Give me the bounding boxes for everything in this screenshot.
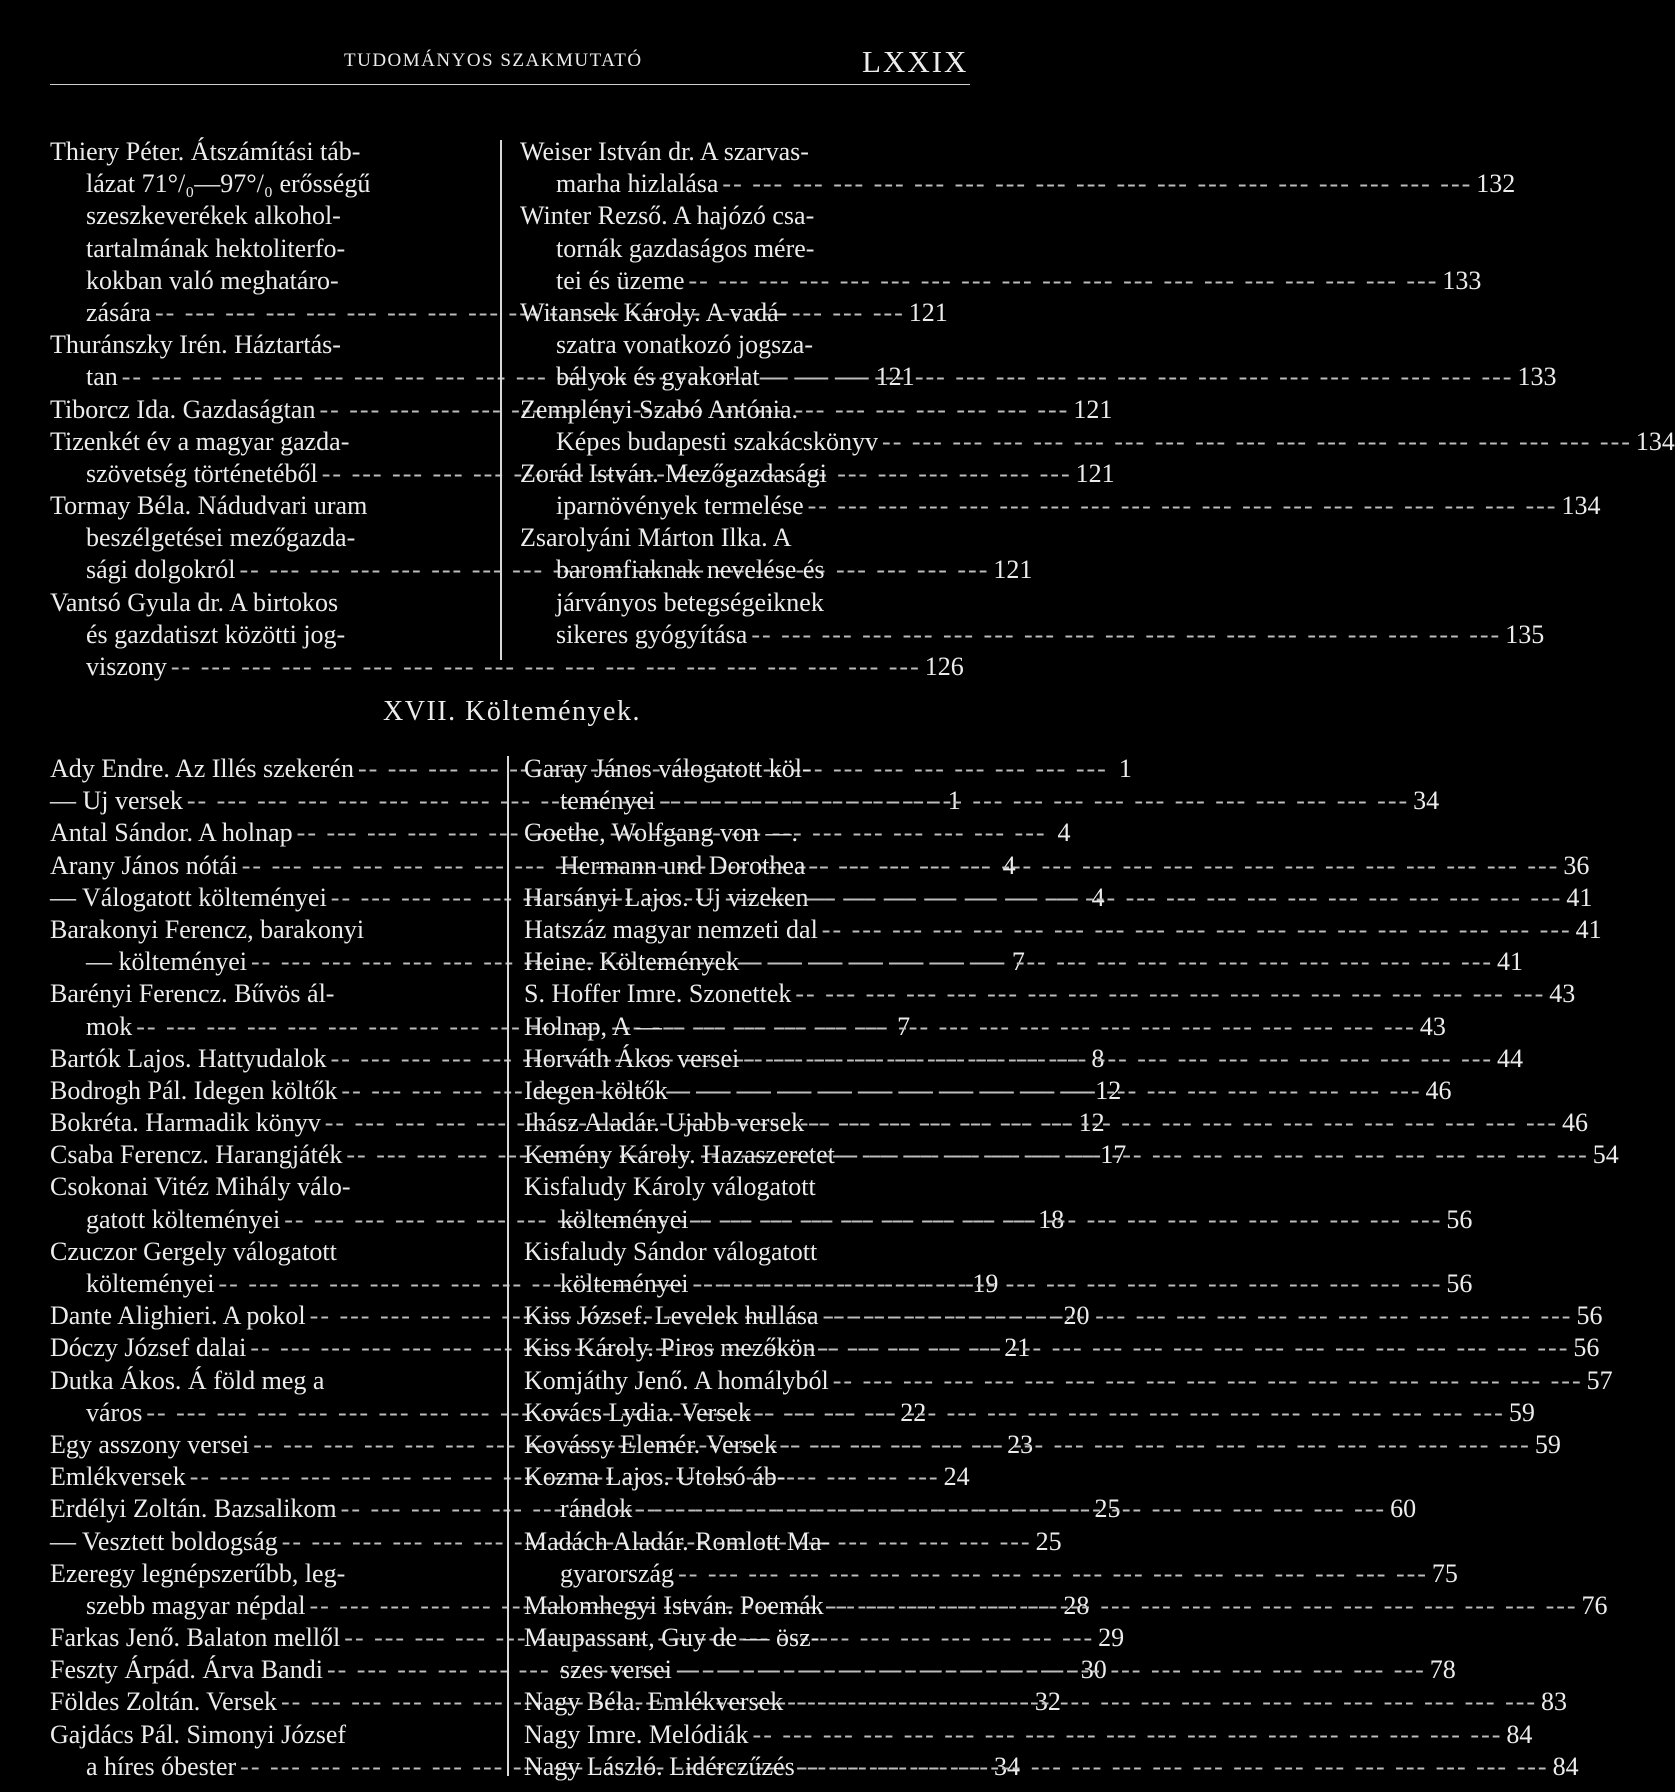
- entry-line: [524, 1526, 976, 1558]
- entry-text: beszélgetései mezőgazda-: [86, 523, 356, 553]
- column-divider-top: [500, 140, 502, 660]
- entry-line: [524, 1461, 976, 1493]
- entry-page-number: 41: [1497, 947, 1524, 977]
- entry-text: járványos betegségeiknek: [556, 587, 824, 617]
- column-divider-bottom: [507, 756, 509, 1776]
- entry-page-number: 43: [1549, 979, 1576, 1009]
- entry-page-number: 18: [1038, 1204, 1065, 1234]
- entry-text: Zorád István. Mezőgazdasági: [520, 458, 827, 488]
- entry-text: Tormay Béla. Nádudvari uram: [50, 491, 368, 521]
- entry-text: Gajdács Pál. Simonyi József: [50, 1719, 347, 1749]
- page-number: LXXIX: [862, 44, 969, 79]
- index-entry: [524, 817, 1590, 881]
- entry-line: [520, 458, 976, 490]
- entry-page-number: 20: [1063, 1301, 1090, 1331]
- entry-text: Maupassant, Guy de — ösz-: [524, 1623, 820, 1653]
- dot-leader: [824, 1590, 1582, 1622]
- entry-text: Csaba Ferencz. Harangjáték: [50, 1140, 343, 1170]
- entry-text: bályok és gyakorlat: [556, 362, 760, 392]
- entry-line: [50, 619, 476, 651]
- entry-line: [524, 946, 1524, 978]
- entry-text: tartalmának hektoliterfo-: [86, 233, 346, 263]
- entry-text: Kisfaludy Károly válogatott: [524, 1172, 816, 1202]
- entry-text: Zsarolyáni Márton Ilka. A: [520, 523, 792, 553]
- entry-page-number: 4: [1091, 882, 1105, 912]
- entry-page-number: 23: [1007, 1429, 1034, 1459]
- entry-page-number: 21: [1004, 1333, 1031, 1363]
- entry-page-number: 46: [1425, 1075, 1452, 1105]
- entry-line: [524, 882, 1593, 914]
- index-entry: [520, 297, 1557, 394]
- entry-text: mok: [86, 1011, 133, 1041]
- entry-page-number: 7: [897, 1011, 911, 1041]
- entry-text: S. Hoffer Imre. Szonettek: [524, 979, 792, 1009]
- dot-leader: [674, 1558, 1432, 1590]
- dot-leader: [662, 1011, 1420, 1043]
- entry-text: Madách Aladár. Romlott Ma-: [524, 1526, 831, 1556]
- dot-leader: [751, 1397, 1509, 1429]
- entry-line: [50, 329, 476, 361]
- entry-line: [50, 265, 476, 297]
- entry-page-number: 132: [1476, 169, 1516, 199]
- dot-leader: [835, 1139, 1593, 1171]
- entry-line: [520, 297, 976, 329]
- entry-text: Csokonai Vitéz Mihály válo-: [50, 1172, 351, 1202]
- entry-line: [524, 817, 976, 849]
- entry-line: [524, 1236, 976, 1268]
- entry-text: Dóczy József dalai: [50, 1333, 247, 1363]
- entry-text: Winter Rezső. A hajózó csa-: [520, 201, 815, 231]
- dot-leader: [685, 265, 1443, 297]
- entry-text: Idegen költők: [524, 1075, 668, 1105]
- entry-text: költeményei: [560, 1204, 689, 1234]
- entry-page-number: 12: [1078, 1108, 1105, 1138]
- entry-page-number: 56: [1576, 1301, 1603, 1331]
- entry-text: Bartók Lajos. Hattyudalok: [50, 1043, 327, 1073]
- entry-page-number: 44: [1497, 1043, 1524, 1073]
- section-heading: XVII. Költemények.: [383, 696, 641, 727]
- entry-text: Nagy Béla. Emlékversek: [524, 1687, 784, 1717]
- running-title: TUDOMÁNYOS SZAKMUTATÓ: [344, 50, 643, 71]
- entry-line: [524, 978, 1576, 1010]
- entry-text: Barakonyi Ferencz, barakonyi: [50, 914, 365, 944]
- entry-text: sikeres gyógyítása: [556, 619, 748, 649]
- entry-text: Barényi Ferencz. Bűvös ál-: [50, 979, 335, 1009]
- entry-page-number: 36: [1563, 850, 1590, 880]
- entry-page-number: 12: [1095, 1075, 1122, 1105]
- dot-leader: [689, 1204, 1447, 1236]
- entry-page-number: 78: [1429, 1655, 1456, 1685]
- dot-leader: [777, 1429, 1535, 1461]
- index-entry: [520, 136, 1516, 200]
- entry-page-number: 56: [1446, 1204, 1473, 1234]
- entry-page-number: 59: [1508, 1397, 1535, 1427]
- entry-line: [50, 1365, 486, 1397]
- index-entry: [524, 1719, 1533, 1751]
- entry-text: Dutka Ákos. Á föld meg a: [50, 1365, 325, 1395]
- entry-line: [524, 1397, 1535, 1429]
- entry-text: szes versei: [560, 1655, 672, 1685]
- entry-line: [520, 361, 1557, 393]
- entry-page-number: 4: [1057, 818, 1071, 848]
- entry-page-number: 30: [1080, 1655, 1107, 1685]
- entry-line: [50, 1075, 1122, 1107]
- entry-page-number: 1: [947, 786, 961, 816]
- entry-text: Bokréta. Harmadik könyv: [50, 1108, 321, 1138]
- entry-line: [524, 1622, 976, 1654]
- entry-page-number: 29: [1098, 1623, 1125, 1653]
- dot-leader: [739, 946, 1497, 978]
- entry-page-number: 135: [1505, 619, 1545, 649]
- entry-text: tornák gazdaságos mére-: [556, 233, 815, 263]
- entry-text: Zemplényi Szabó Antónia.: [520, 394, 799, 424]
- entry-text: Thiery Péter. Átszámítási táb-: [50, 137, 361, 166]
- entry-page-number: 59: [1534, 1429, 1561, 1459]
- entry-line: [524, 850, 1590, 882]
- entry-text: gyarország: [560, 1558, 675, 1588]
- entry-line: [50, 651, 964, 683]
- entry-page-number: 17: [1100, 1140, 1127, 1170]
- entry-text: Farkas Jenő. Balaton mellől: [50, 1623, 341, 1653]
- entry-page-number: 34: [1413, 786, 1440, 816]
- entry-text: a híres óbester: [86, 1751, 237, 1781]
- entry-text: Horváth Ákos versei: [524, 1043, 740, 1073]
- entry-line: [50, 1719, 486, 1751]
- entry-text: Ady Endre. Az Illés szekerén: [50, 754, 354, 783]
- entry-page-number: 76: [1581, 1590, 1608, 1620]
- dot-leader: [749, 1719, 1507, 1751]
- entry-line: [520, 136, 976, 168]
- entry-page-number: 56: [1446, 1269, 1473, 1298]
- entry-text: szeszkeverékek alkohol-: [86, 201, 341, 231]
- entry-page-number: 75: [1431, 1558, 1458, 1588]
- entry-line: [520, 587, 976, 619]
- header-rule: [50, 84, 970, 85]
- page-header: [0, 44, 1024, 84]
- entry-page-number: 19: [972, 1269, 999, 1298]
- index-entry: [524, 914, 1602, 946]
- entry-line: [50, 136, 476, 168]
- entry-text: Bodrogh Pál. Idegen költők: [50, 1075, 338, 1105]
- entry-page-number: 83: [1541, 1687, 1568, 1717]
- entry-line: [50, 233, 476, 265]
- entry-page-number: 28: [1063, 1590, 1090, 1620]
- entry-text: Komjáthy Jenő. A homályból: [524, 1365, 829, 1395]
- entry-text: tan: [86, 362, 118, 392]
- entry-line: [50, 914, 486, 946]
- entry-line: [524, 1719, 1533, 1751]
- dot-leader: [816, 1332, 1574, 1364]
- entry-text: Tiborcz Ida. Gazdaságtan: [50, 394, 316, 424]
- index-entry: [524, 1397, 1535, 1429]
- entry-text: — Vesztett boldogság: [50, 1526, 278, 1556]
- dot-leader: [632, 1493, 1390, 1525]
- entry-page-number: 133: [1517, 362, 1557, 392]
- entry-text: rándok: [560, 1494, 633, 1524]
- dot-leader: [760, 361, 1518, 393]
- entry-line: [520, 426, 1675, 458]
- entry-page-number: 121: [1073, 394, 1113, 424]
- entry-text: Vantsó Gyula dr. A birtokos: [50, 587, 339, 617]
- entry-text: város: [86, 1397, 143, 1427]
- entry-page-number: 134: [1561, 491, 1601, 521]
- entry-page-number: 57: [1586, 1365, 1613, 1395]
- index-entry: [524, 978, 1576, 1010]
- entry-text: Emlékversek: [50, 1462, 186, 1492]
- entry-page-number: 41: [1566, 882, 1593, 912]
- entry-page-number: 46: [1561, 1108, 1588, 1138]
- entry-line: [520, 490, 1601, 522]
- dot-leader: [668, 1075, 1426, 1107]
- entry-page-number: 34: [994, 1751, 1021, 1781]
- entry-line: [520, 233, 976, 265]
- dot-leader: [689, 1268, 1447, 1300]
- entry-text: Antal Sándor. A holnap: [50, 818, 293, 848]
- entry-text: Kovács Lydia. Versek: [524, 1397, 751, 1427]
- entry-text: viszony: [86, 652, 167, 681]
- index-entry: [50, 1075, 1122, 1107]
- dot-leader: [819, 1300, 1577, 1332]
- entry-text: szatra vonatkozó jogsza-: [556, 330, 814, 360]
- entry-page-number: 25: [1035, 1526, 1062, 1556]
- entry-text: marha hizlalása: [556, 169, 719, 199]
- entry-page-number: 84: [1506, 1719, 1533, 1749]
- entry-text: Tizenkét év a magyar gazda-: [50, 426, 350, 456]
- dot-leader: [805, 850, 1563, 882]
- index-entry: [524, 1043, 1524, 1075]
- entry-line: [524, 1365, 1613, 1397]
- entry-page-number: 7: [1011, 947, 1025, 977]
- entry-text: iparnövények termelése: [556, 491, 804, 521]
- dot-leader: [804, 490, 1562, 522]
- entry-page-number: 60: [1390, 1494, 1417, 1524]
- entry-text: Goethe, Wolfgang von —.: [524, 818, 798, 848]
- entry-line: [524, 753, 976, 785]
- entry-line: [50, 426, 476, 458]
- entry-page-number: 1: [1118, 754, 1132, 783]
- entry-text: — költeményei: [86, 947, 248, 977]
- entry-text: gatott költeményei: [86, 1204, 281, 1234]
- entry-text: baromfiaknak nevelése és: [556, 555, 825, 585]
- entry-page-number: 121: [993, 555, 1033, 585]
- entry-text: sági dolgokról: [86, 555, 236, 585]
- entry-line: [50, 1268, 999, 1300]
- entry-text: Képes budapesti szakácskönyv: [556, 426, 879, 456]
- dot-leader: [747, 619, 1505, 651]
- entry-text: Garay János válogatott köl-: [524, 754, 811, 783]
- entry-text: tei és üzeme: [556, 265, 685, 295]
- dot-leader: [818, 914, 1576, 946]
- entry-page-number: 22: [900, 1397, 927, 1427]
- entry-text: szebb magyar népdal: [86, 1590, 306, 1620]
- entry-text: Kovássy Elemér. Versek: [524, 1429, 777, 1459]
- entry-text: Arany János nótái: [50, 850, 238, 880]
- entry-text: Weiser István dr. A szarvas-: [520, 137, 809, 166]
- dot-leader: [783, 1686, 1541, 1718]
- entry-line: [50, 522, 476, 554]
- entry-line: [520, 168, 1516, 200]
- entry-line: [524, 1043, 1524, 1075]
- entry-line: [520, 265, 1482, 297]
- entry-page-number: 32: [1034, 1687, 1061, 1717]
- entry-text: Ihász Aladár. Ujabb versek: [524, 1108, 805, 1138]
- entry-text: teményei: [560, 786, 656, 816]
- entry-text: Kisfaludy Sándor válogatott: [524, 1236, 818, 1266]
- entry-page-number: 84: [1552, 1751, 1579, 1781]
- dot-leader: [739, 1043, 1497, 1075]
- entry-text: Heine. Költemények: [524, 947, 740, 977]
- entry-text: Kozma Lajos. Utolsó áb-: [524, 1462, 786, 1492]
- entry-text: Feszty Árpád. Árva Bandi: [50, 1655, 323, 1685]
- entry-text: és gazdatiszt közötti jog-: [86, 619, 346, 649]
- entry-text: Ezeregy legnépszerűbb, leg-: [50, 1558, 346, 1588]
- entry-page-number: 8: [1091, 1043, 1105, 1073]
- entry-page-number: 56: [1573, 1333, 1600, 1363]
- dot-leader: [804, 1107, 1562, 1139]
- entry-text: Kemény Károly. Hazaszeretet: [524, 1140, 835, 1170]
- dot-leader: [808, 882, 1566, 914]
- entry-line: [520, 329, 976, 361]
- entry-text: — Uj versek: [50, 786, 183, 816]
- index-entry: [524, 946, 1524, 978]
- index-entry: [520, 200, 1482, 297]
- entry-page-number: 133: [1442, 265, 1482, 295]
- dot-leader: [878, 426, 1636, 458]
- entry-text: Erdélyi Zoltán. Bazsalikom: [50, 1494, 337, 1524]
- entry-text: Czuczor Gergely válogatott: [50, 1236, 337, 1266]
- entry-text: szövetség történetéből: [86, 458, 318, 488]
- entry-text: Nagy László. Lidérczűzés: [524, 1751, 795, 1781]
- entry-line: [524, 1558, 1458, 1590]
- dot-leader: [718, 168, 1476, 200]
- entry-line: [50, 587, 476, 619]
- entry-text: Dante Alighieri. A pokol: [50, 1301, 306, 1331]
- entry-page-number: 121: [908, 297, 948, 327]
- entry-line: [50, 1204, 1065, 1236]
- entry-line: [520, 619, 1545, 651]
- entry-line: [50, 168, 476, 200]
- dot-leader: [829, 1365, 1587, 1397]
- entry-text: Witansek Károly. A vadá-: [520, 297, 788, 327]
- entry-line: [50, 200, 476, 232]
- entry-text: Hatszáz magyar nemzeti dal: [524, 914, 818, 944]
- entry-line: [524, 785, 1440, 817]
- entry-text: Kiss József. Levelek hullása: [524, 1301, 819, 1331]
- entry-text: Egy asszony versei: [50, 1429, 250, 1459]
- entry-text: — Válogatott költeményei: [50, 882, 327, 912]
- entry-text: Földes Zoltán. Versek: [50, 1687, 277, 1717]
- entry-text: Hermann und Dorothea: [560, 850, 806, 880]
- dot-leader: [791, 978, 1549, 1010]
- index-entry: [524, 1365, 1613, 1397]
- entry-line: [50, 490, 476, 522]
- entry-page-number: 126: [924, 652, 964, 681]
- dot-leader: [672, 1654, 1430, 1686]
- entry-line: [50, 1236, 486, 1268]
- index-entry: [524, 753, 1440, 817]
- entry-text: zására: [86, 297, 151, 327]
- index-entry: [524, 882, 1593, 914]
- dot-leader: [795, 1751, 1553, 1783]
- entry-page-number: 43: [1419, 1011, 1446, 1041]
- entry-line: [520, 200, 976, 232]
- entry-text: lázat 71°/₀—97°/₀ erősségű: [86, 169, 371, 199]
- entry-page-number: 24: [943, 1462, 970, 1492]
- entry-page-number: 54: [1592, 1140, 1619, 1170]
- entry-text: Malomhegyi István. Poemák: [524, 1590, 824, 1620]
- entry-text: Kiss Károly. Piros mezőkön: [524, 1333, 816, 1363]
- entry-text: Harsányi Lajos. Uj vizeken: [524, 882, 809, 912]
- entry-line: [50, 1171, 486, 1203]
- entry-page-number: 41: [1575, 914, 1602, 944]
- entry-line: [520, 522, 976, 554]
- entry-text: Holnap, A —: [524, 1011, 662, 1041]
- entry-text: Thuránszky Irén. Háztartás-: [50, 330, 341, 360]
- entry-text: kokban való meghatáro-: [86, 265, 339, 295]
- entry-line: [520, 554, 976, 586]
- entry-page-number: 121: [1075, 458, 1115, 488]
- entry-line: [50, 1558, 486, 1590]
- entry-line: [524, 914, 1602, 946]
- entry-line: [520, 394, 976, 426]
- entry-page-number: 121: [875, 362, 915, 392]
- dot-leader: [655, 785, 1413, 817]
- entry-text: költeményei: [560, 1269, 689, 1298]
- entry-text: költeményei: [86, 1269, 215, 1298]
- entry-page-number: 134: [1635, 426, 1675, 456]
- entry-page-number: 25: [1094, 1494, 1121, 1524]
- entry-line: [50, 978, 486, 1010]
- entry-page-number: 4: [1002, 850, 1016, 880]
- entry-line: [524, 1171, 976, 1203]
- index-entry: [524, 1011, 1446, 1043]
- dot-leader: [167, 651, 925, 683]
- entry-text: Nagy Imre. Melódiák: [524, 1719, 749, 1749]
- entry-line: [524, 1011, 1446, 1043]
